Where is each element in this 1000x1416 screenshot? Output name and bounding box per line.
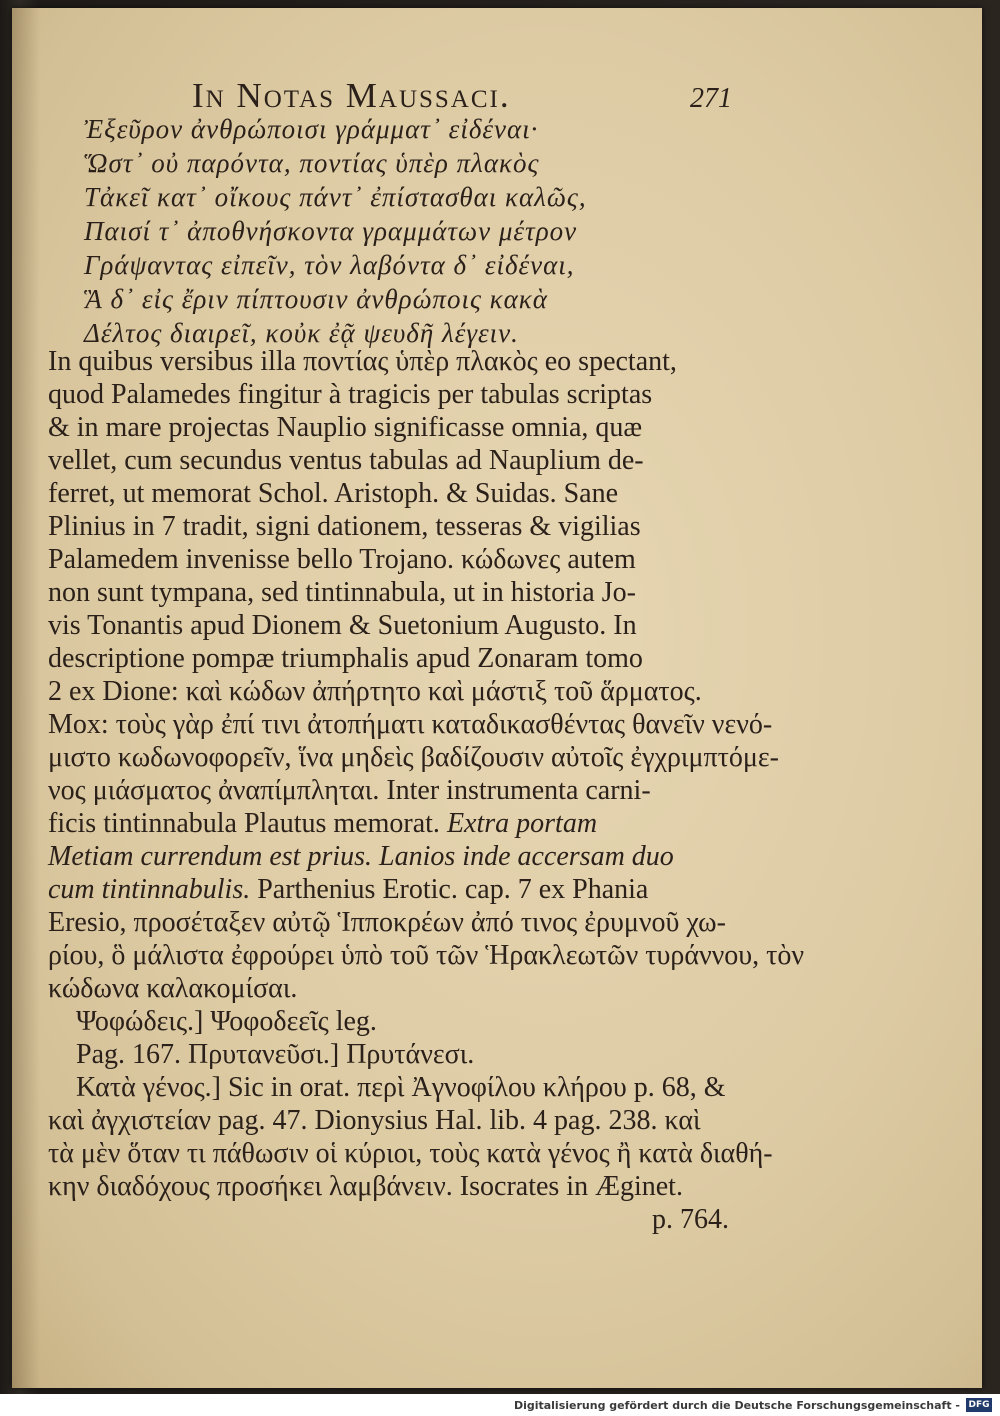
running-head (192, 76, 732, 116)
body-line: vellet, cum secundus ventus tabulas ad Nauplium de- (48, 445, 644, 476)
note-line: p. 764. (652, 1204, 729, 1235)
greek-verse-line: Γράψαντας εἰπεῖν, τὸν λαβόντα δ᾽ εἰδέναι, (84, 250, 575, 280)
plautus-quote: Metiam currendum est prius. Lanios inde accersam duo (48, 841, 674, 872)
body-line: Palamedem invenisse bello Trojano. κώδωνες autem (48, 544, 636, 575)
body-line: ρίου, ὃ μάλιστα ἐφρούρει ὑπὸ τοῦ τῶν Ἡρακλεωτῶν τυράννου, τὸν (48, 940, 805, 971)
body-line (48, 874, 648, 906)
note-line: κην διαδόχους προσήκει λαμβάνειν. Isocrates in Æginet. (48, 1171, 683, 1202)
body-line: vis Tonantis apud Dionem & Suetonium Augusto. In (48, 610, 637, 641)
body-line: 2 ex Dione: καὶ κώδων ἀπήρτητο καὶ μάστιξ τοῦ ἅρματος. (48, 676, 702, 707)
greek-verse-line: Ἃ δ᾽ εἰς ἔριν πίπτουσιν ἀνθρώποις κακὰ (84, 284, 548, 314)
greek-verse-line: Ὥστ᾽ οὐ παρόντα, ποντίας ὑπὲρ πλακὸς (84, 148, 540, 178)
body-line: νος μιάσματος ἀναπίμπληται. Inter instrumenta carni- (48, 775, 651, 806)
body-line: & in mare projectas Nauplio significasse omnia, quæ (48, 412, 643, 443)
digitization-footer (0, 1394, 1000, 1416)
greek-verse-line: Παισί τ᾽ ἀποθνήσκοντα γραμμάτων μέτρον (84, 216, 578, 246)
body-line (48, 808, 597, 840)
body-line-text: ficis tintinnabula Plautus memorat. (48, 808, 440, 839)
body-line: Mox: τοὺς γὰρ ἐπί τινι ἀτοπήματι καταδικασθέντας θανεῖν νενό- (48, 709, 773, 740)
dfg-logo-icon: DFG (966, 1398, 992, 1412)
body-line-text: Parthenius Erotic. cap. 7 ex Phania (257, 874, 649, 905)
note-line: τὰ μὲν ὅταν τι πάθωσιν οἱ κύριοι, τοὺς κατὰ γένος ἢ κατὰ διαθή- (48, 1138, 773, 1169)
plautus-quote: Extra portam (446, 808, 598, 839)
note-line: καὶ ἀγχιστείαν pag. 47. Dionysius Hal. lib. 4 pag. 238. καὶ (48, 1105, 701, 1136)
body-line: μιστο κωδωνοφορεῖν, ἵνα μηδεὶς βαδίζουσιν αὐτοῖς ἐγχριμπτόμε- (48, 742, 779, 773)
body-line: quod Palamedes fingitur à tragicis per tabulas scriptas (48, 379, 653, 410)
greek-verse-line: Ἐξεῦρον ἀνθρώποισι γράμματ᾽ εἰδέναι· (84, 114, 539, 144)
note-line: Ψοφώδεις.] Ψοφοδεεῖς leg. (76, 1006, 377, 1037)
footer-credit: Digitalisierung gefördert durch die Deutsche Forschungsgemeinschaft - (513, 1398, 960, 1412)
plautus-quote: cum tintinnabulis. (48, 874, 251, 905)
book-page (12, 8, 982, 1388)
note-line: Pag. 167. Πρυτανεῦσι.] Πρυτάνεσι. (76, 1039, 475, 1070)
body-line: descriptione pompæ triumphalis apud Zonaram tomo (48, 643, 643, 674)
body-line: ferret, ut memorat Schol. Aristoph. & Suidas. Sane (48, 478, 619, 509)
body-line: Eresio, προσέταξεν αὐτῷ Ἱπποκρέων ἀπό τινος ἐρυμνοῦ χω- (48, 907, 726, 938)
greek-verse-line: Δέλτος διαιρεῖ, κοὐκ ἐᾷ ψευδῆ λέγειν. (84, 318, 519, 348)
body-line: κώδωνα καλακομίσαι. (48, 973, 298, 1004)
page-number: 271 (690, 83, 732, 114)
body-line: Plinius in 7 tradit, signi dationem, tesseras & vigilias (48, 511, 641, 542)
note-line: Κατὰ γένος.] Sic in orat. περὶ Ἀγνοφίλου κλήρου p. 68, & (76, 1072, 726, 1103)
body-line: In quibus versibus illa ποντίας ὑπὲρ πλακὸς eo spectant, (48, 346, 677, 377)
greek-verse-line: Τἀκεῖ κατ᾽ οἴκους πάντ᾽ ἐπίστασθαι καλῶς, (84, 182, 587, 212)
body-line: non sunt tympana, sed tintinnabula, ut in historia Jo- (48, 577, 636, 608)
running-title: In Notas Maussaci. (192, 76, 511, 115)
